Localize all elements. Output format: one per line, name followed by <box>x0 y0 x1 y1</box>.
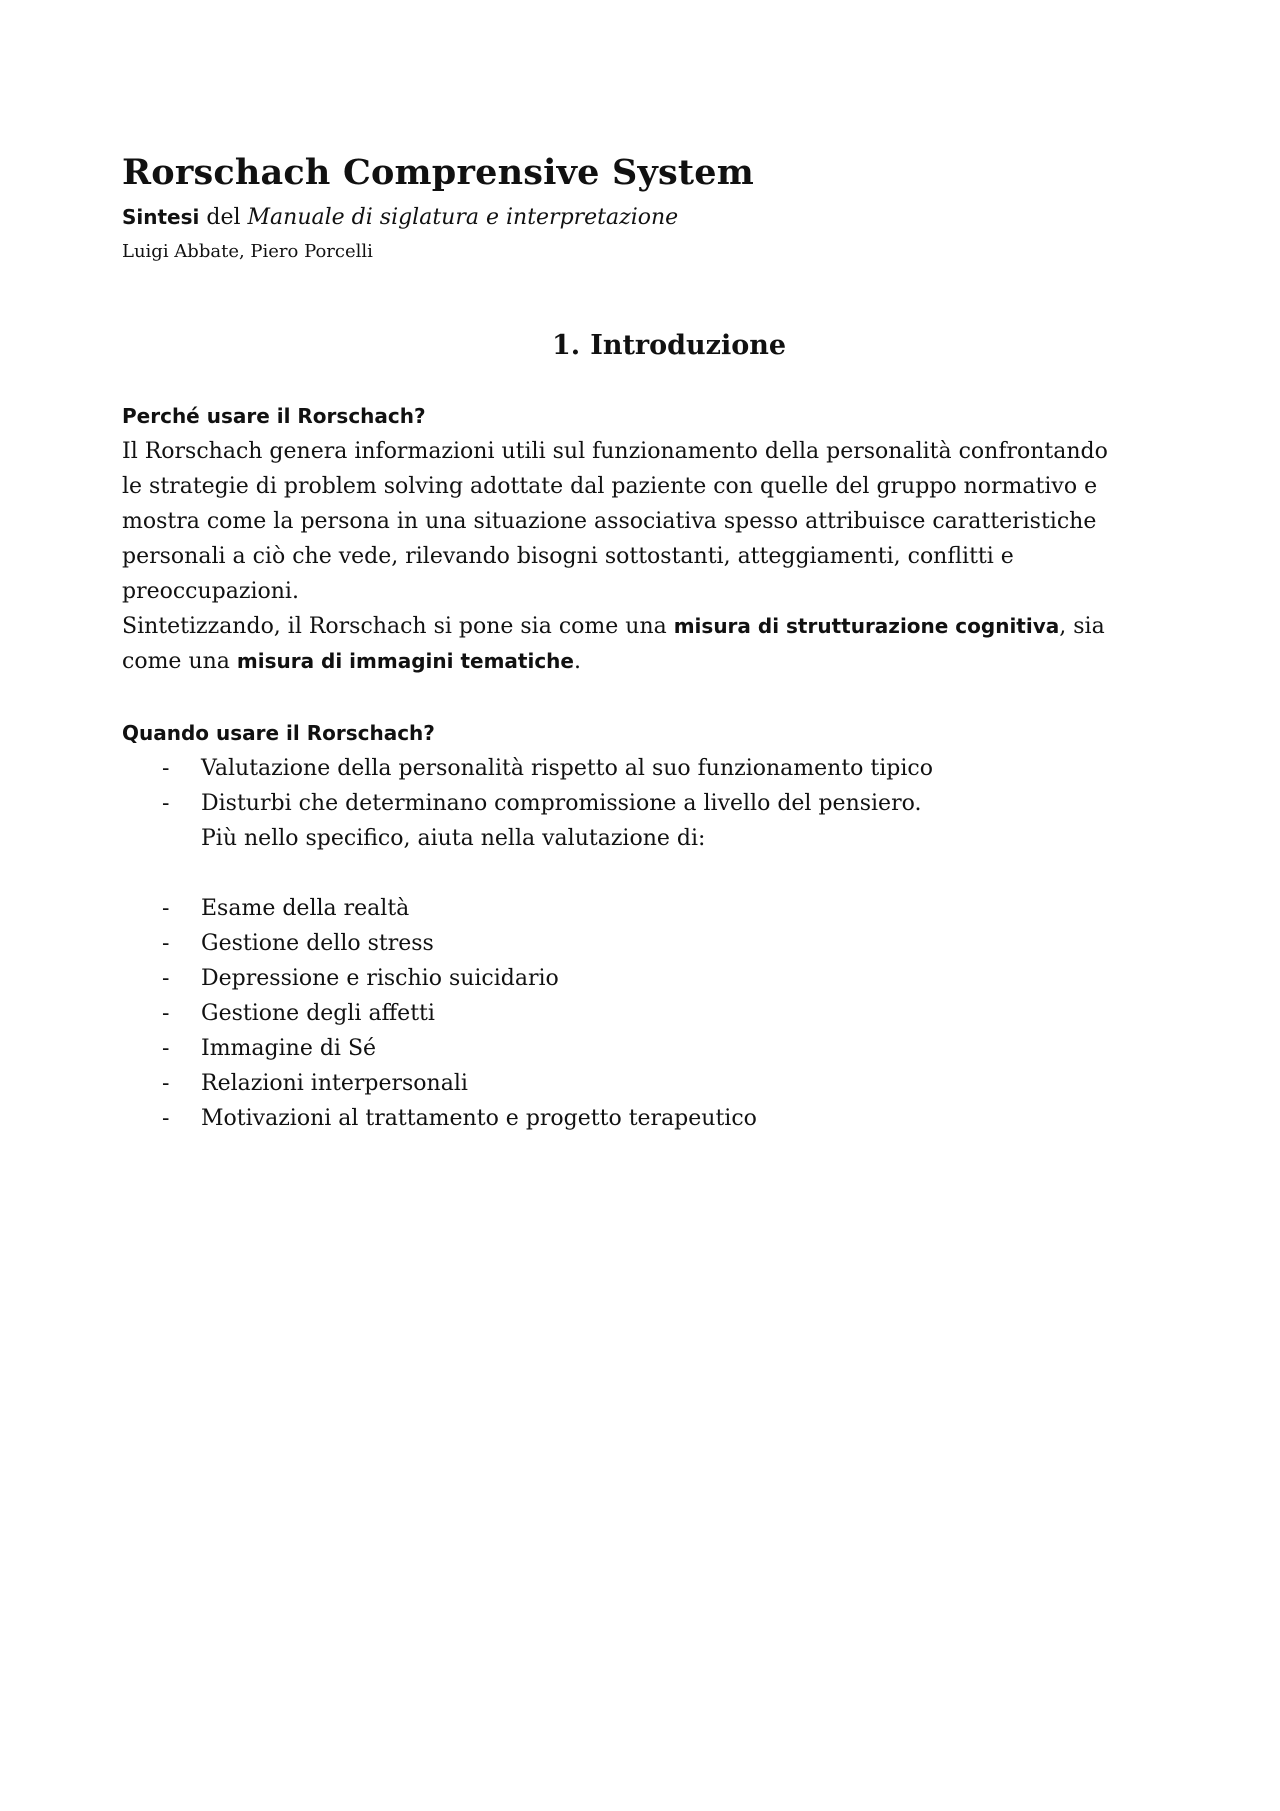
when-heading: Quando usare il Rorschach? <box>122 721 435 745</box>
document-title: Rorschach Comprensive System <box>122 152 754 193</box>
dash-bullet: - <box>162 931 170 956</box>
dash-bullet: - <box>162 1036 170 1061</box>
why-paragraph <box>122 434 1162 679</box>
areas-list <box>122 891 757 1136</box>
dash-bullet: - <box>162 966 170 991</box>
list-item <box>122 1031 757 1066</box>
list-item-text: Immagine di Sé <box>201 1036 377 1061</box>
list-item-text: Gestione dello stress <box>201 931 434 956</box>
dash-bullet: - <box>162 1071 170 1096</box>
list-item <box>122 1101 757 1136</box>
document-authors: Luigi Abbate, Piero Porcelli <box>122 241 373 262</box>
summary-line-2 <box>122 644 1162 679</box>
list-item-text: Relazioni interpersonali <box>201 1071 468 1096</box>
dash-bullet: - <box>162 791 170 816</box>
list-item <box>122 961 757 996</box>
document-page <box>122 0 1162 1811</box>
paragraph-line: preoccupazioni. <box>122 579 299 604</box>
why-heading: Perché usare il Rorschach? <box>122 404 426 428</box>
dash-bullet: - <box>162 896 170 921</box>
when-list <box>122 751 933 856</box>
section-number: 1. <box>552 330 581 361</box>
list-item-text: Depressione e rischio suicidario <box>201 966 559 991</box>
dash-bullet: - <box>162 1001 170 1026</box>
list-item <box>122 926 757 961</box>
subtitle-lead: Sintesi <box>122 205 200 229</box>
list-item <box>122 1066 757 1101</box>
dash-bullet: - <box>162 756 170 781</box>
paragraph-line: mostra come la persona in una situazione associativa spesso attribuisce caratteristiche <box>122 509 1097 534</box>
summary-mid: , sia <box>1059 614 1105 639</box>
paragraph-line: personali a ciò che vede, rilevando bisogni sottostanti, atteggiamenti, conflitti e <box>122 544 1014 569</box>
list-item <box>122 751 933 786</box>
list-item-text: Motivazioni al trattamento e progetto terapeutico <box>201 1106 757 1131</box>
summary-line2-pre: come una <box>122 649 237 674</box>
list-item-text: Valutazione della personalità rispetto al suo funzionamento tipico <box>201 756 933 781</box>
paragraph-line: le strategie di problem solving adottate dal paziente con quelle del gruppo normativo e <box>122 474 1098 499</box>
list-item <box>122 786 933 821</box>
subtitle-mid: del <box>199 205 248 230</box>
list-continuation <box>122 821 933 856</box>
summary-bold-cognitive: misura di strutturazione cognitiva <box>673 614 1060 638</box>
summary-bold-thematic: misura di immagini tematiche <box>236 649 574 673</box>
paragraph-line: Il Rorschach genera informazioni utili sul funzionamento della personalità confrontando <box>122 439 1108 464</box>
summary-line-1 <box>122 609 1162 644</box>
section-heading <box>552 328 786 363</box>
list-item-text: Gestione degli affetti <box>201 1001 435 1026</box>
list-item <box>122 996 757 1031</box>
summary-end: . <box>573 649 581 674</box>
list-item <box>122 891 757 926</box>
continuation-text: Più nello specifico, aiuta nella valutazione di: <box>201 826 706 851</box>
dash-bullet: - <box>162 1106 170 1131</box>
section-title: Introduzione <box>590 330 787 361</box>
summary-pre: Sintetizzando, il Rorschach si pone sia come una <box>122 614 674 639</box>
document-subtitle <box>122 204 678 233</box>
list-item-text: Esame della realtà <box>201 896 410 921</box>
subtitle-italic: Manuale di siglatura e interpretazione <box>247 205 679 230</box>
list-item-text: Disturbi che determinano compromissione a livello del pensiero. <box>201 791 922 816</box>
